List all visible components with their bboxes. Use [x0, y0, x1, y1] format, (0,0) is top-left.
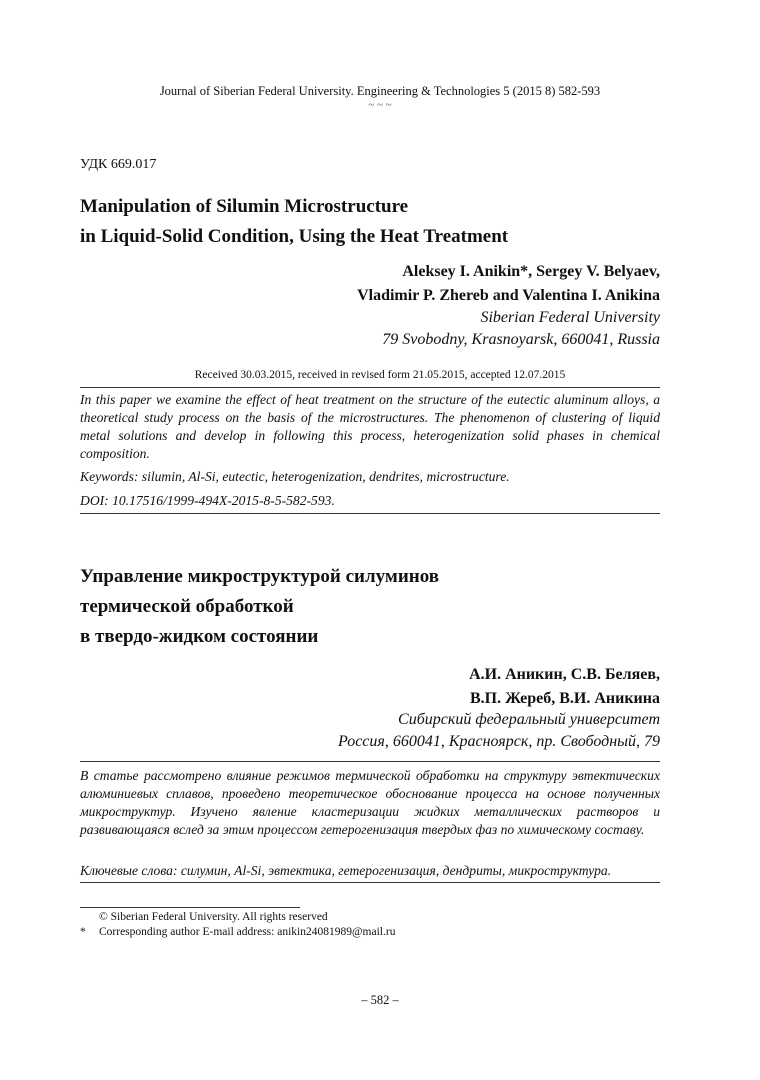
- journal-header: Journal of Siberian Federal University. Engineering & Technologies 5 (2015 8) 582-593: [159, 84, 601, 98]
- footnote-marker: *: [80, 926, 86, 938]
- affiliation-line: Сибирский федеральный университет: [398, 711, 660, 728]
- russian-affiliation: [80, 709, 660, 753]
- divider: [80, 387, 660, 388]
- divider: [80, 761, 660, 762]
- english-affiliation: [80, 307, 660, 351]
- copyright-footnote: © Siberian Federal University. All rights reserved: [99, 911, 328, 923]
- author-line: А.И. Аникин, С.В. Беляев,: [469, 666, 660, 683]
- russian-authors: [80, 663, 660, 711]
- title-line: в твердо-жидком состоянии: [80, 626, 319, 647]
- russian-title: [80, 562, 660, 652]
- footnote-rule: [80, 907, 300, 908]
- udk-code: УДК 669.017: [80, 157, 157, 172]
- received-dates: Received 30.03.2015, received in revised form 21.05.2015, accepted 12.07.2015: [194, 369, 566, 381]
- corresponding-author-footnote: Corresponding author E-mail address: anikin24081989@mail.ru: [99, 926, 396, 938]
- page-number: – 582 –: [361, 993, 399, 1007]
- author-line: Vladimir P. Zhereb and Valentina I. Anikina: [357, 287, 660, 304]
- english-authors: [80, 260, 660, 308]
- author-line: В.П. Жереб, В.И. Аникина: [470, 690, 660, 707]
- affiliation-line: Siberian Federal University: [480, 309, 660, 326]
- divider: [80, 513, 660, 514]
- author-line: Aleksey I. Anikin*, Sergey V. Belyaev,: [402, 263, 660, 280]
- russian-keywords: Ключевые слова: силумин, Al-Si, эвтектика, гетерогенизация, дендриты, микроструктура.: [80, 863, 612, 878]
- english-title: [80, 192, 660, 252]
- title-line: термической обработкой: [80, 596, 294, 617]
- doi: DOI: 10.17516/1999-494X-2015-8-5-582-593.: [80, 493, 335, 508]
- affiliation-line: Россия, 660041, Красноярск, пр. Свободный, 79: [338, 733, 660, 750]
- divider: [80, 882, 660, 883]
- title-line: Управление микроструктурой силуминов: [80, 566, 440, 587]
- header-ornament: ~ ~ ~: [368, 99, 392, 111]
- russian-abstract: В статье рассмотрено влияние режимов термической обработки на структуру эвтектических алюминиевых сплавов, проведено теоретическое обоснование процесса на основе полученных микроструктур. Изучено явление кластеризации жидких металлических растворов и развивающаяся вслед за этим процессом гетерогенизация твердых фаз по химическому составу.: [80, 768, 660, 837]
- english-abstract: In this paper we examine the effect of heat treatment on the structure of the eutectic aluminum alloys, a theoretical study process on the basis of the microstructures. The phenomenon of clustering of liquid metal solutions and develop in following this process, heterogenization solid phases in chemical composition.: [80, 392, 660, 461]
- title-line: Manipulation of Silumin Microstructure: [80, 196, 409, 217]
- english-keywords: Keywords: silumin, Al-Si, eutectic, heterogenization, dendrites, microstructure.: [80, 469, 510, 484]
- affiliation-line: 79 Svobodny, Krasnoyarsk, 660041, Russia: [382, 331, 660, 348]
- title-line: in Liquid-Solid Condition, Using the Heat Treatment: [80, 226, 509, 247]
